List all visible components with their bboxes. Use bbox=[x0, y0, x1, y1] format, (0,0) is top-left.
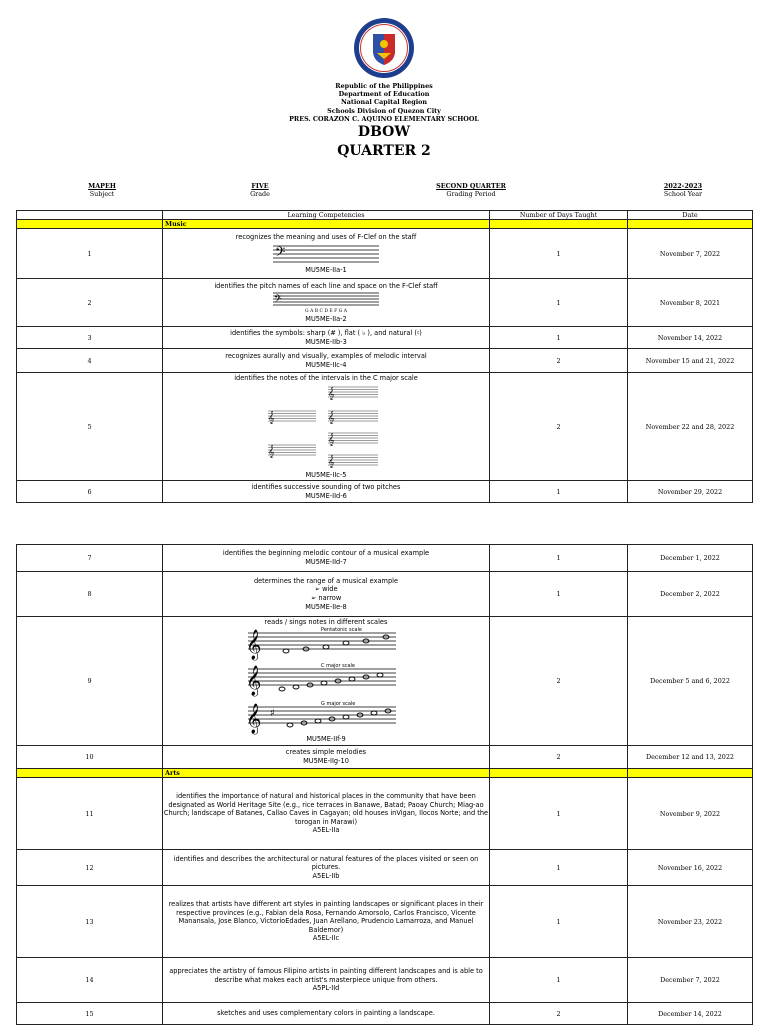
competency-code: MU5ME-IIe-8 bbox=[305, 602, 347, 611]
svg-text:𝄞: 𝄞 bbox=[328, 386, 335, 400]
scales-image bbox=[246, 627, 406, 735]
deped-seal-logo bbox=[353, 17, 415, 79]
competency-text: recognizes the meaning and uses of F-Clef on the staff bbox=[235, 232, 417, 241]
competency-code: MU5ME-IIg-10 bbox=[303, 757, 349, 765]
days-cell: 1 bbox=[490, 545, 628, 572]
table-row bbox=[17, 481, 753, 503]
days-cell: 1 bbox=[490, 778, 628, 850]
meta-grade bbox=[200, 182, 320, 198]
bullet-item: ➢ narrow bbox=[310, 594, 342, 602]
meta-label: Subject bbox=[89, 190, 115, 198]
header-cell bbox=[17, 211, 163, 220]
category-row bbox=[17, 769, 753, 778]
date-cell: December 14, 2022 bbox=[628, 1003, 753, 1025]
competency-cell bbox=[163, 778, 490, 850]
competency-code: MU5ME-IIa-2 bbox=[305, 314, 347, 323]
svg-text:𝄞: 𝄞 bbox=[268, 410, 275, 424]
competency-text: recognizes aurally and visually, examples of melodic interval bbox=[225, 351, 427, 360]
competency-cell bbox=[163, 349, 490, 373]
c-major-intervals-image bbox=[266, 383, 386, 471]
date-cell: November 8, 2021 bbox=[628, 279, 753, 327]
competency-code: MU5ME-IId-6 bbox=[305, 491, 347, 500]
competency-text: identifies the importance of natural and historical places in the community that have been designated as World Heritage Site (e.g., rice terraces in Banawe, Batad; Paoay Church; Miag-ao Church; landscape of Batanes, Callao Caves in Cagayan; old houses inVigan, Ilocos Norte; and the torogan in Marawi) bbox=[163, 792, 489, 826]
competency-code: MU5ME-IIb-3 bbox=[305, 337, 347, 346]
row-number: 9 bbox=[17, 617, 163, 746]
days-cell: 2 bbox=[490, 373, 628, 481]
meta-label: School Year bbox=[663, 190, 703, 198]
days-cell: 1 bbox=[490, 886, 628, 958]
row-number: 1 bbox=[17, 229, 163, 279]
table-row bbox=[17, 746, 753, 769]
f-clef-staff-image bbox=[271, 242, 381, 266]
days-cell: 1 bbox=[490, 327, 628, 349]
competency-cell bbox=[163, 958, 490, 1003]
row-number: 13 bbox=[17, 886, 163, 958]
competency-cell bbox=[163, 850, 490, 886]
table-header-row bbox=[17, 211, 753, 220]
category-row bbox=[17, 220, 753, 229]
competency-text: identifies the beginning melodic contour of a musical example bbox=[222, 549, 430, 558]
competency-table-2 bbox=[16, 544, 753, 1025]
competency-cell bbox=[163, 327, 490, 349]
meta-value: SECOND QUARTER bbox=[436, 182, 506, 190]
days-cell: 1 bbox=[490, 958, 628, 1003]
date-cell: December 1, 2022 bbox=[628, 545, 753, 572]
competency-code: A5EL-IIa bbox=[312, 826, 340, 835]
bullet-item: ➢ wide bbox=[314, 585, 338, 594]
table-row bbox=[17, 327, 753, 349]
date-cell: November 23, 2022 bbox=[628, 886, 753, 958]
competency-cell bbox=[163, 1003, 490, 1025]
meta-school-year bbox=[623, 182, 743, 198]
date-cell: November 22 and 28, 2022 bbox=[628, 373, 753, 481]
table-row bbox=[17, 958, 753, 1003]
header-line: National Capital Region bbox=[340, 98, 428, 107]
svg-text:𝄞: 𝄞 bbox=[268, 444, 275, 458]
competency-text: sketches and uses complementary colors in painting a landscape. bbox=[217, 1009, 435, 1018]
competency-cell bbox=[163, 886, 490, 958]
competency-text: identifies the notes of the intervals in the C major scale bbox=[234, 373, 418, 382]
svg-text:𝄢: 𝄢 bbox=[274, 292, 282, 307]
competency-cell bbox=[163, 746, 490, 769]
row-number: 12 bbox=[17, 850, 163, 886]
row-number: 6 bbox=[17, 481, 163, 503]
date-cell: November 16, 2022 bbox=[628, 850, 753, 886]
category-label: Music bbox=[163, 220, 490, 229]
scale-label-c-major: C major scale bbox=[321, 663, 355, 669]
row-number: 15 bbox=[17, 1003, 163, 1025]
table-row bbox=[17, 617, 753, 746]
days-cell: 2 bbox=[490, 349, 628, 373]
scale-label-g-major: G major scale bbox=[321, 701, 356, 707]
table-row bbox=[17, 373, 753, 481]
svg-text:𝄞: 𝄞 bbox=[328, 432, 335, 446]
header-line: PRES. CORAZON C. AQUINO ELEMENTARY SCHOOL bbox=[289, 114, 479, 123]
competency-cell bbox=[163, 545, 490, 572]
svg-text:𝄞: 𝄞 bbox=[328, 454, 335, 468]
competency-cell bbox=[163, 279, 490, 327]
meta-label: Grading Period bbox=[446, 190, 496, 198]
competency-text: appreciates the artistry of famous Filipino artists in painting different landscapes and is able to describe what makes each artist's masterpiece unique from others. bbox=[169, 967, 483, 984]
svg-text:𝄞: 𝄞 bbox=[246, 630, 262, 660]
competency-cell bbox=[163, 229, 490, 279]
date-cell: November 15 and 21, 2022 bbox=[628, 349, 753, 373]
date-cell: November 7, 2022 bbox=[628, 229, 753, 279]
row-number: 7 bbox=[17, 545, 163, 572]
days-cell: 2 bbox=[490, 746, 628, 769]
table-row bbox=[17, 545, 753, 572]
competency-text: identifies the pitch names of each line and space on the F-Clef staff bbox=[214, 281, 438, 290]
row-number: 8 bbox=[17, 572, 163, 617]
date-cell: November 14, 2022 bbox=[628, 327, 753, 349]
table-row bbox=[17, 886, 753, 958]
competency-code: MU5ME-IIc-5 bbox=[305, 470, 347, 479]
date-cell: December 7, 2022 bbox=[628, 958, 753, 1003]
f-clef-letters: G A B C D E F G A bbox=[305, 308, 347, 314]
competency-text: creates simple melodies bbox=[285, 748, 367, 757]
competency-code: A5PL-IId bbox=[312, 984, 340, 993]
competency-text: reads / sings notes in different scales bbox=[264, 618, 388, 627]
competency-code: MU5ME-IIc-4 bbox=[305, 360, 347, 369]
days-cell: 1 bbox=[490, 481, 628, 503]
row-number: 2 bbox=[17, 279, 163, 327]
header-line: Schools Division of Quezon City bbox=[327, 106, 441, 115]
competency-code: A5EL-IIc bbox=[312, 934, 340, 943]
doc-subtitle: QUARTER 2 bbox=[337, 143, 431, 159]
competency-code: MU5ME-IId-7 bbox=[305, 558, 347, 566]
days-cell: 1 bbox=[490, 850, 628, 886]
competency-text: determines the range of a musical example bbox=[253, 576, 399, 585]
table-row bbox=[17, 1003, 753, 1025]
competency-text: identifies and describes the architectural or natural features of the places visited or seen on pictures. bbox=[173, 854, 479, 872]
competency-cell bbox=[163, 481, 490, 503]
row-number: 3 bbox=[17, 327, 163, 349]
meta-label: Grade bbox=[250, 190, 270, 198]
days-cell: 1 bbox=[490, 572, 628, 617]
header-cell: Number of Days Taught bbox=[490, 211, 628, 220]
row-number: 11 bbox=[17, 778, 163, 850]
category-label: Arts bbox=[163, 769, 490, 778]
date-cell: November 29, 2022 bbox=[628, 481, 753, 503]
competency-code: A5EL-IIb bbox=[312, 871, 340, 880]
header-cell: Date bbox=[628, 211, 753, 220]
table-row bbox=[17, 850, 753, 886]
row-number: 10 bbox=[17, 746, 163, 769]
table-row bbox=[17, 279, 753, 327]
days-cell: 2 bbox=[490, 1003, 628, 1025]
meta-grading-period bbox=[411, 182, 531, 198]
competency-text: identifies successive sounding of two pitches bbox=[251, 482, 401, 491]
table-row bbox=[17, 572, 753, 617]
scale-label-pentatonic: Pentatonic scale bbox=[321, 627, 362, 633]
date-cell: November 9, 2022 bbox=[628, 778, 753, 850]
table-row bbox=[17, 229, 753, 279]
competency-cell bbox=[163, 617, 490, 746]
row-number: 4 bbox=[17, 349, 163, 373]
date-cell: December 5 and 6, 2022 bbox=[628, 617, 753, 746]
header-line: Department of Education bbox=[338, 90, 430, 99]
date-cell: December 12 and 13, 2022 bbox=[628, 746, 753, 769]
f-clef-pitch-names-image bbox=[271, 291, 381, 315]
competency-code: MU5ME-IIa-1 bbox=[305, 265, 347, 274]
competency-text: realizes that artists have different art styles in painting landscapes or significant places in their respective provinces (e.g., Fabian dela Rosa, Fernando Amorsolo, Carlos Francisco, Vicente Manansala, Jose Blanco, VictorioEdades, Juan Arellano, Prudencio Lamarroza, and Manuel Baldemor) bbox=[168, 900, 484, 934]
days-cell: 1 bbox=[490, 229, 628, 279]
competency-text: identifies the symbols: sharp (# ), flat ( ♭ ), and natural (♮) bbox=[230, 328, 422, 337]
svg-text:𝄞: 𝄞 bbox=[246, 704, 262, 734]
date-cell: December 2, 2022 bbox=[628, 572, 753, 617]
days-cell: 1 bbox=[490, 279, 628, 327]
svg-text:♯: ♯ bbox=[270, 708, 275, 719]
svg-text:𝄢: 𝄢 bbox=[275, 243, 286, 263]
row-number: 5 bbox=[17, 373, 163, 481]
table-row bbox=[17, 778, 753, 850]
meta-value: FIVE bbox=[251, 182, 269, 190]
competency-code: MU5ME-IIf-9 bbox=[306, 735, 346, 743]
meta-subject bbox=[42, 182, 162, 198]
bullet-text: wide bbox=[322, 585, 338, 594]
header-cell: Learning Competencies bbox=[163, 211, 490, 220]
days-cell: 2 bbox=[490, 617, 628, 746]
meta-value: 2022-2023 bbox=[663, 182, 703, 190]
school-header bbox=[0, 82, 768, 123]
competency-cell bbox=[163, 572, 490, 617]
row-number: 14 bbox=[17, 958, 163, 1003]
competency-table-1 bbox=[16, 210, 753, 503]
table-row bbox=[17, 349, 753, 373]
bullet-text: narrow bbox=[318, 594, 342, 602]
competency-cell bbox=[163, 373, 490, 481]
meta-value: MAPEH bbox=[88, 182, 116, 190]
svg-text:𝄞: 𝄞 bbox=[328, 410, 335, 424]
svg-text:𝄞: 𝄞 bbox=[246, 666, 262, 696]
doc-title: DBOW bbox=[357, 124, 411, 140]
header-line: Republic of the Philippines bbox=[335, 82, 433, 90]
